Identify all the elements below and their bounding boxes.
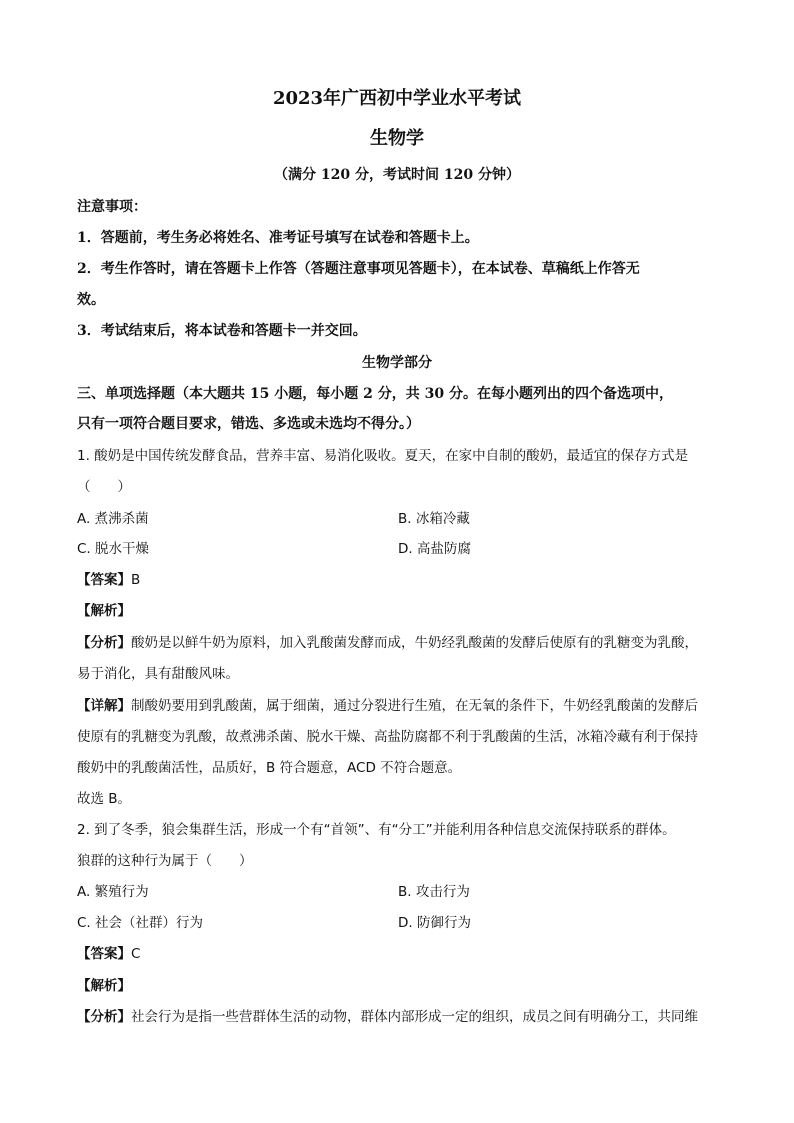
question-stem: 1. 酸奶是中国传统发酵食品，营养丰富、易消化吸收。夏天，在家中自制的酸奶，最适宜的保存方式是 [77, 448, 689, 464]
subject-title: 生物学 [370, 128, 424, 149]
option-c: C. 脱水干燥 [77, 541, 150, 557]
note-item: 2．考生作答时，请在答题卡上作答（答题注意事项见答题卡），在本试卷、草稿纸上作答无 [77, 261, 640, 277]
conclusion: 故选 B。 [77, 791, 132, 807]
question-stem: 狼群的这种行为属于（ ） [77, 853, 253, 869]
answer-value: C [131, 946, 141, 962]
fenxi-text: 易于消化，具有甜酸风味。 [77, 666, 239, 682]
answer-tag: 【答案】 [77, 572, 131, 588]
answer-value: B [131, 572, 141, 588]
xiangjie-text: 酸奶中的乳酸菌活性，品质好，B 符合题意，ACD 不符合题意。 [77, 760, 462, 776]
analysis-tag: 【解析】 [77, 603, 131, 619]
note-item: 3．考试结束后，将本试卷和答题卡一并交回。 [77, 323, 367, 339]
option-d: D. 高盐防腐 [398, 541, 471, 557]
section-heading: 只有一项符合题目要求，错选、多选或未选均不得分。） [77, 416, 420, 432]
question-stem: 2. 到了冬季，狼会集群生活，形成一个有“首领”、有“分工”并能利用各种信息交流保持联系的群体。 [77, 822, 676, 838]
option-c: C. 社会（社群）行为 [77, 915, 204, 931]
answer-tag: 【答案】 [77, 946, 131, 962]
option-b: B. 冰箱冷藏 [398, 511, 470, 527]
xiangjie-tag: 【详解】 [77, 698, 131, 714]
xiangjie-row [77, 697, 698, 715]
part-title: 生物学部分 [362, 355, 432, 371]
answer-row [77, 945, 140, 963]
fenxi-row [77, 634, 698, 652]
fenxi-row [77, 1008, 698, 1026]
xiangjie-text: 使原有的乳糖变为乳酸，故煮沸杀菌、脱水干燥、高盐防腐都不利于乳酸菌的生活，冰箱冷藏有利于保持 [77, 729, 698, 745]
section-heading: 三、单项选择题（本大题共 15 小题，每小题 2 分，共 30 分。在每小题列出的四个备选项中， [77, 386, 673, 402]
note-item: 效。 [77, 292, 105, 308]
scoring-info: （满分 120 分，考试时间 120 分钟） [274, 167, 520, 183]
fenxi-text: 社会行为是指一些营群体生活的动物，群体内部形成一定的组织，成员之间有明确分工，共同维 [131, 1009, 698, 1025]
question-stem: （ ） [77, 479, 131, 495]
note-item: 1．答题前，考生务必将姓名、准考证号填写在试卷和答题卡上。 [77, 230, 479, 246]
analysis-tag: 【解析】 [77, 978, 131, 994]
option-a: A. 煮沸杀菌 [77, 511, 149, 527]
option-a: A. 繁殖行为 [77, 884, 149, 900]
fenxi-tag: 【分析】 [77, 635, 131, 651]
option-b: B. 攻击行为 [398, 884, 470, 900]
exam-title: 2023年广西初中学业水平考试 [272, 88, 522, 109]
fenxi-text: 酸奶是以鲜牛奶为原料，加入乳酸菌发酵而成，牛奶经乳酸菌的发酵后使原有的乳糖变为乳酸， [131, 635, 698, 651]
option-d: D. 防御行为 [398, 915, 471, 931]
fenxi-tag: 【分析】 [77, 1009, 131, 1025]
notes-heading: 注意事项： [77, 199, 147, 215]
answer-row [77, 571, 140, 589]
xiangjie-text: 制酸奶要用到乳酸菌，属于细菌，通过分裂进行生殖，在无氧的条件下，牛奶经乳酸菌的发酵后 [131, 698, 698, 714]
